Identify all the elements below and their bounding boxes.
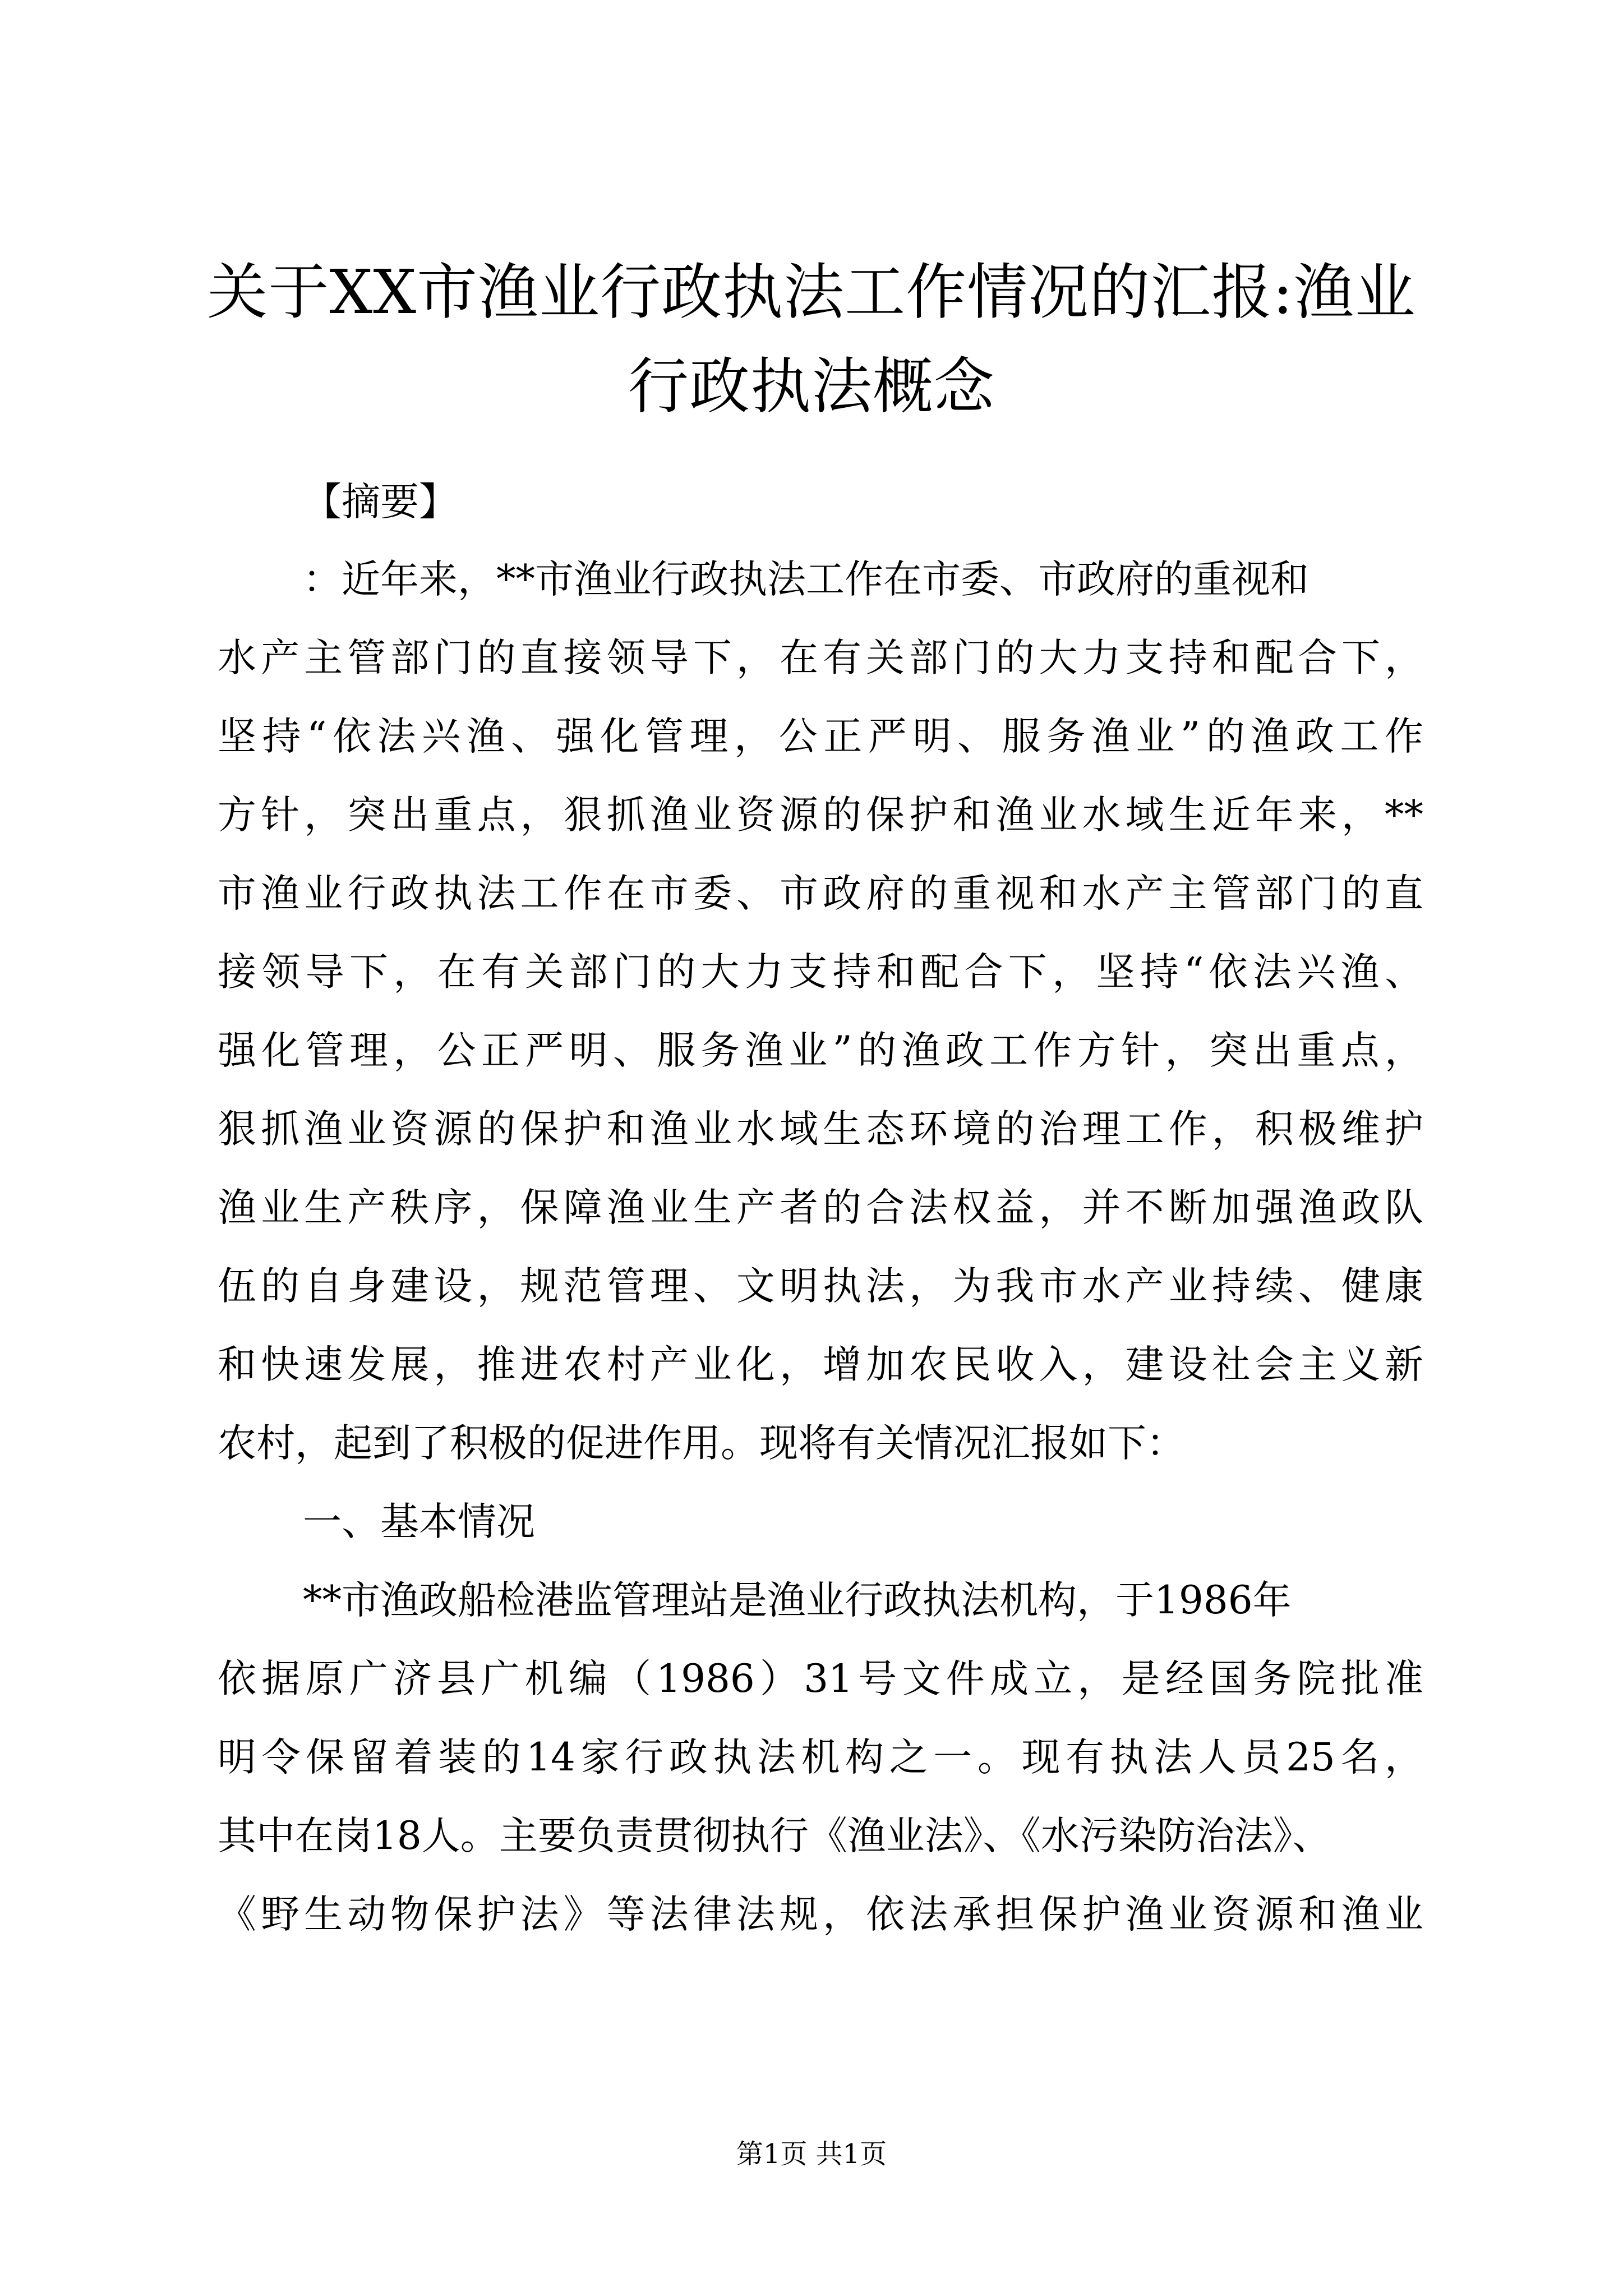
- abstract-line-7: 强化管理，公正严明、服务渔业”的渔政工作方针，突出重点，: [218, 1028, 1423, 1073]
- abstract-line-9: 渔业生产秩序，保障渔业生产者的合法权益，并不断加强渔政队: [218, 1185, 1423, 1230]
- abstract-line-12: 农村，起到了积极的促进作用。现将有关情况汇报如下：: [218, 1421, 1185, 1466]
- abstract-line-8: 狠抓渔业资源的保护和渔业水域生态环境的治理工作，积极维护: [218, 1107, 1423, 1152]
- title-line-2: 行政执法概念: [628, 352, 995, 422]
- title-line-1: 关于XX市渔业行政执法工作情况的汇报:渔业: [207, 257, 1416, 328]
- abstract-line-3: 坚持“依法兴渔、强化管理，公正严明、服务渔业”的渔政工作: [218, 714, 1423, 759]
- abstract-line-4: 方针，突出重点，狠抓渔业资源的保护和渔业水域生近年来，**: [218, 793, 1423, 838]
- section-heading: 一、基本情况: [303, 1499, 535, 1544]
- section-line-1: **市渔政船检港监管理站是渔业行政执法机构，于1986年: [303, 1578, 1292, 1623]
- abstract-line-2: 水产主管部门的直接领导下，在有关部门的大力支持和配合下，: [218, 636, 1423, 680]
- abstract-line-11: 和快速发展，推进农村产业化，增加农民收入，建设社会主义新: [218, 1342, 1423, 1387]
- abstract-label: 【摘要】: [303, 480, 458, 524]
- abstract-line-6: 接领导下，在有关部门的大力支持和配合下，坚持“依法兴渔、: [218, 950, 1423, 995]
- section-line-2: 依据原广济县广机编（1986）31号文件成立，是经国务院批准: [218, 1657, 1423, 1701]
- abstract-line-1: ：近年来，**市渔业行政执法工作在市委、市政府的重视和: [303, 557, 1309, 602]
- abstract-line-10: 伍的自身建设，规范管理、文明执法，为我市水产业持续、健康: [218, 1264, 1423, 1309]
- page-footer: 第1页 共1页: [736, 2138, 887, 2170]
- section-line-3: 明令保留着装的14家行政执法机构之一。现有执法人员25名，: [218, 1735, 1423, 1780]
- document-title: [179, 246, 1444, 434]
- section-line-4: 其中在岗18人。主要负责贯彻执行《渔业法》、《水污染防治法》、: [218, 1814, 1331, 1858]
- section-line-5: 《野生动物保护法》等法律法规，依法承担保护渔业资源和渔业: [218, 1892, 1423, 1937]
- abstract-line-5: 市渔业行政执法工作在市委、市政府的重视和水产主管部门的直: [218, 871, 1423, 916]
